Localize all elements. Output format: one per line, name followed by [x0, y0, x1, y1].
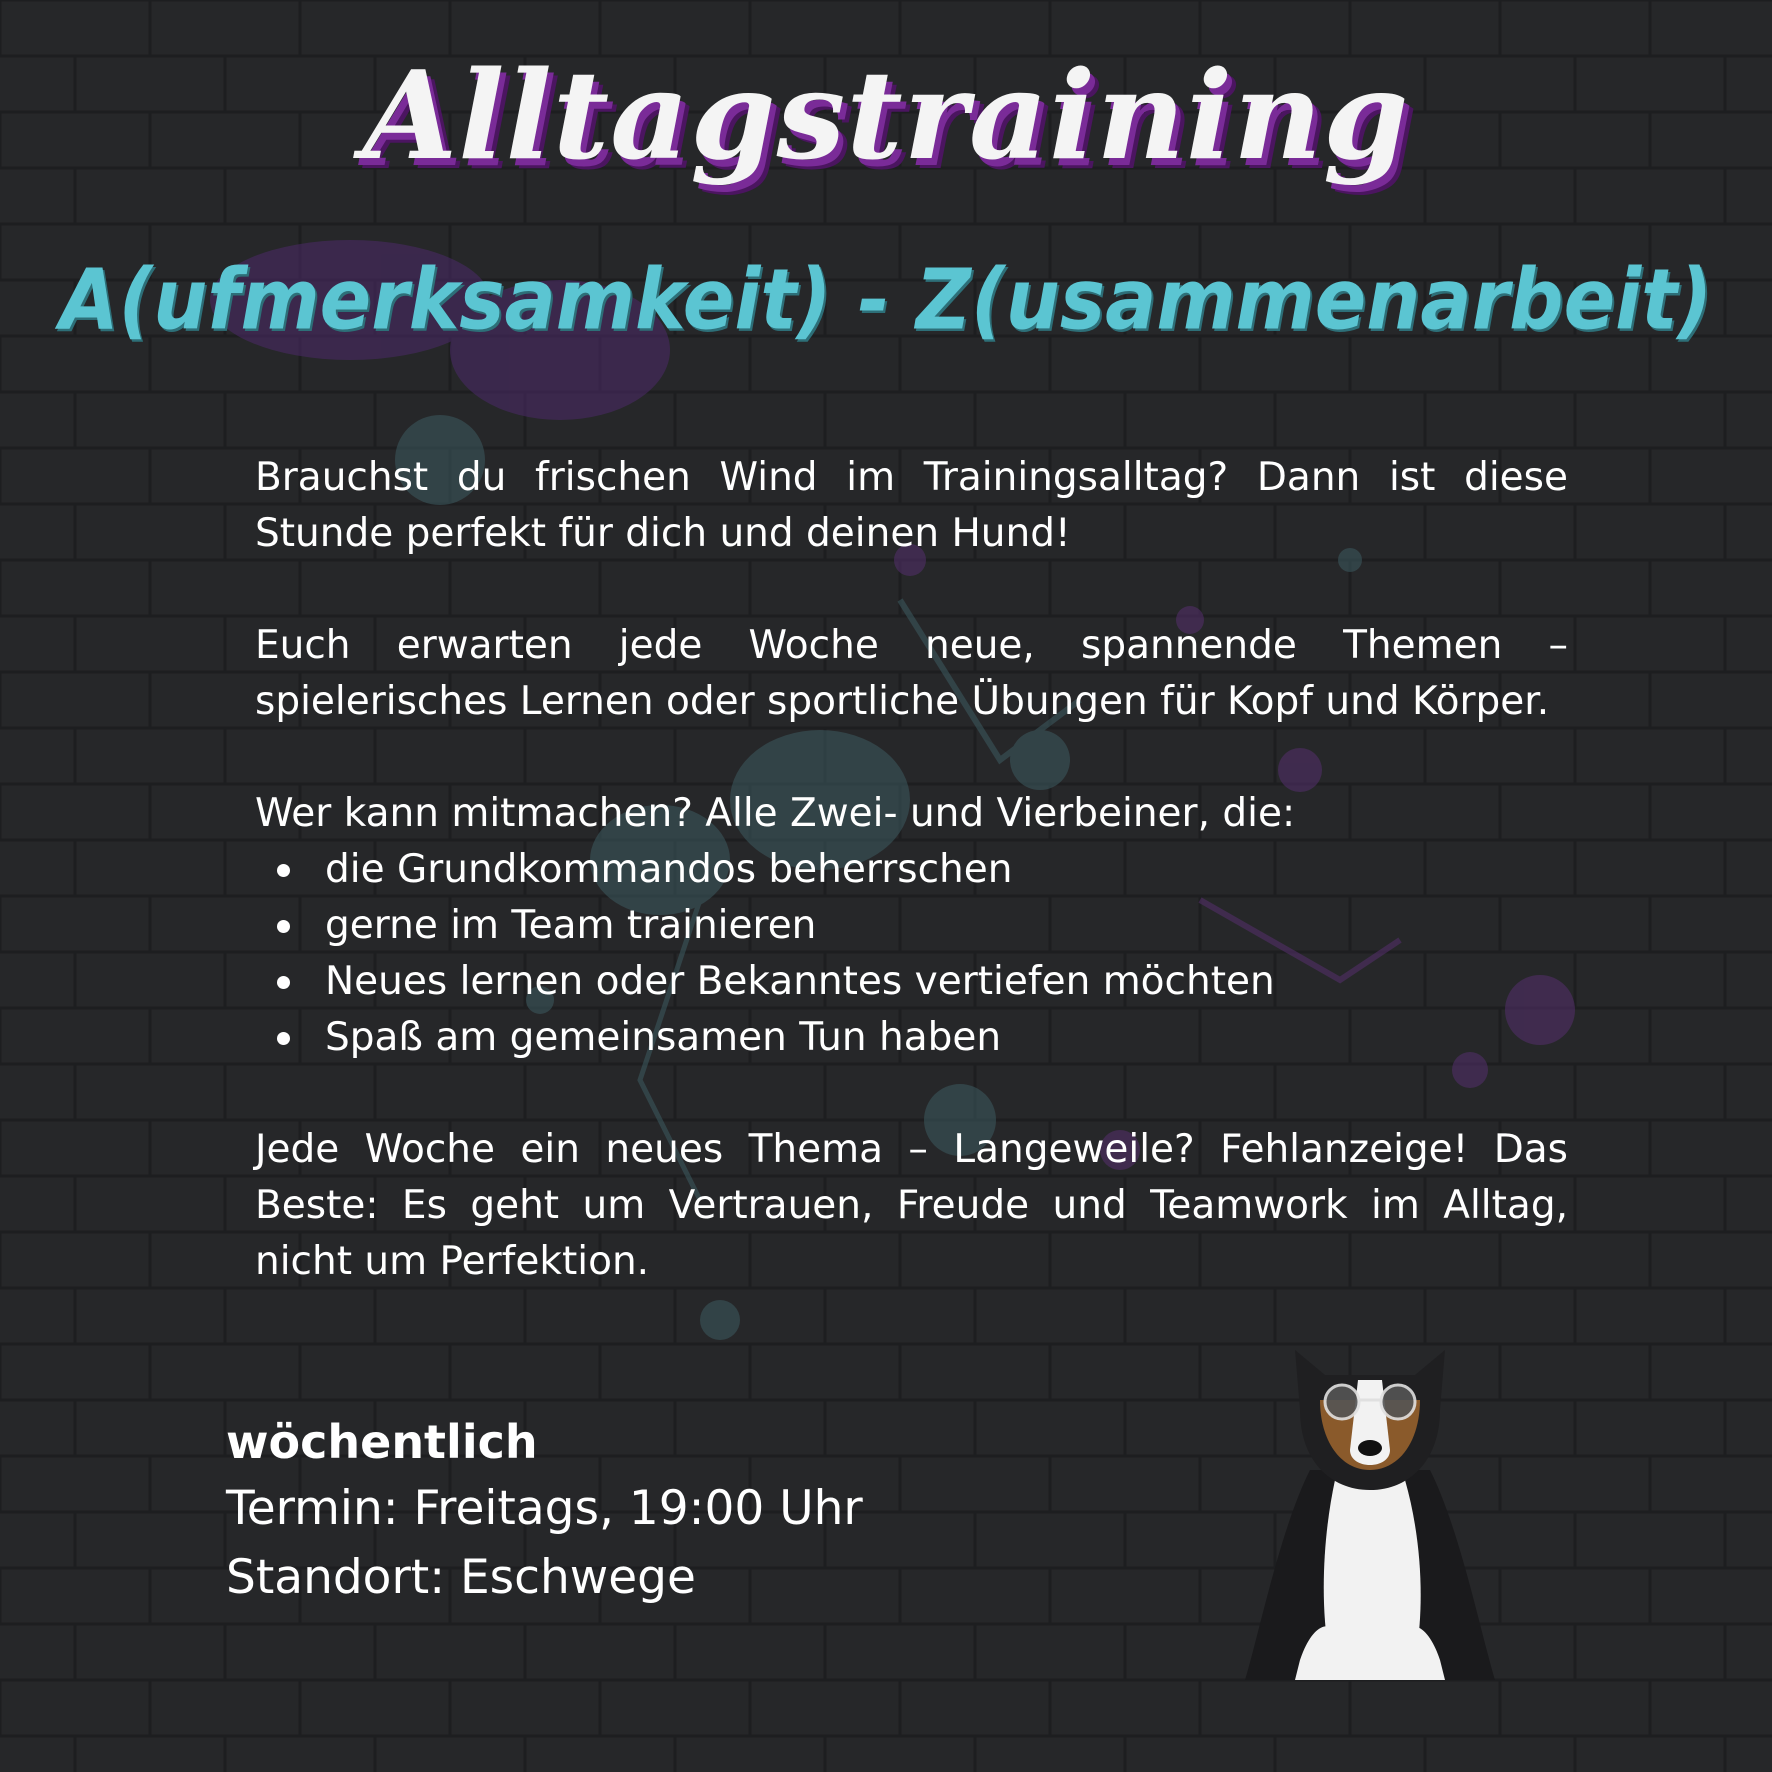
dog-with-sunglasses-image	[1240, 1330, 1500, 1680]
list-item	[325, 1010, 1568, 1066]
page-subtitle: A(ufmerksamkeit) - Z(usammenarbeit)	[59, 250, 1713, 349]
list-item-label: Spaß am gemeinsamen Tun haben	[325, 1015, 1002, 1060]
bullet-icon	[277, 1032, 290, 1045]
bullet-icon	[277, 976, 290, 989]
requirements-list	[255, 842, 1568, 1066]
location-text: Standort: Eschwege	[226, 1550, 696, 1605]
frequency-label: wöchentlich	[226, 1415, 538, 1469]
description-content	[255, 450, 1568, 1346]
list-item	[325, 898, 1568, 954]
schedule-info	[226, 1410, 863, 1612]
bullet-icon	[277, 864, 290, 877]
list-item-label: Neues lernen oder Bekanntes vertiefen möchten	[325, 959, 1275, 1004]
bullet-icon	[277, 920, 290, 933]
appointment-text: Termin: Freitags, 19:00 Uhr	[226, 1481, 863, 1536]
list-item-label: die Grundkommandos beherrschen	[325, 847, 1013, 892]
participants-intro: Wer kann mitmachen? Alle Zwei- und Vierbeiner, die:	[255, 791, 1296, 836]
paragraph-topics: Euch erwarten jede Woche neue, spannende Themen – spielerisches Lernen oder sportliche Übungen für Kopf und Körper.	[255, 623, 1568, 724]
paragraph-intro-text: Brauchst du frischen Wind im Trainingsalltag? Dann ist diese Stunde perfekt für dich und deinen Hund!	[255, 455, 1568, 556]
paragraph-summary: Jede Woche ein neues Thema – Langeweile? Fehlanzeige! Das Beste: Es geht um Vertrauen, Freude und Teamwork im Alltag, nicht um Perfektion.	[255, 1127, 1568, 1284]
list-item-label: gerne im Team trainieren	[325, 903, 817, 948]
list-item	[325, 954, 1568, 1010]
page-title: Alltagstraining	[362, 43, 1410, 187]
list-item	[325, 842, 1568, 898]
